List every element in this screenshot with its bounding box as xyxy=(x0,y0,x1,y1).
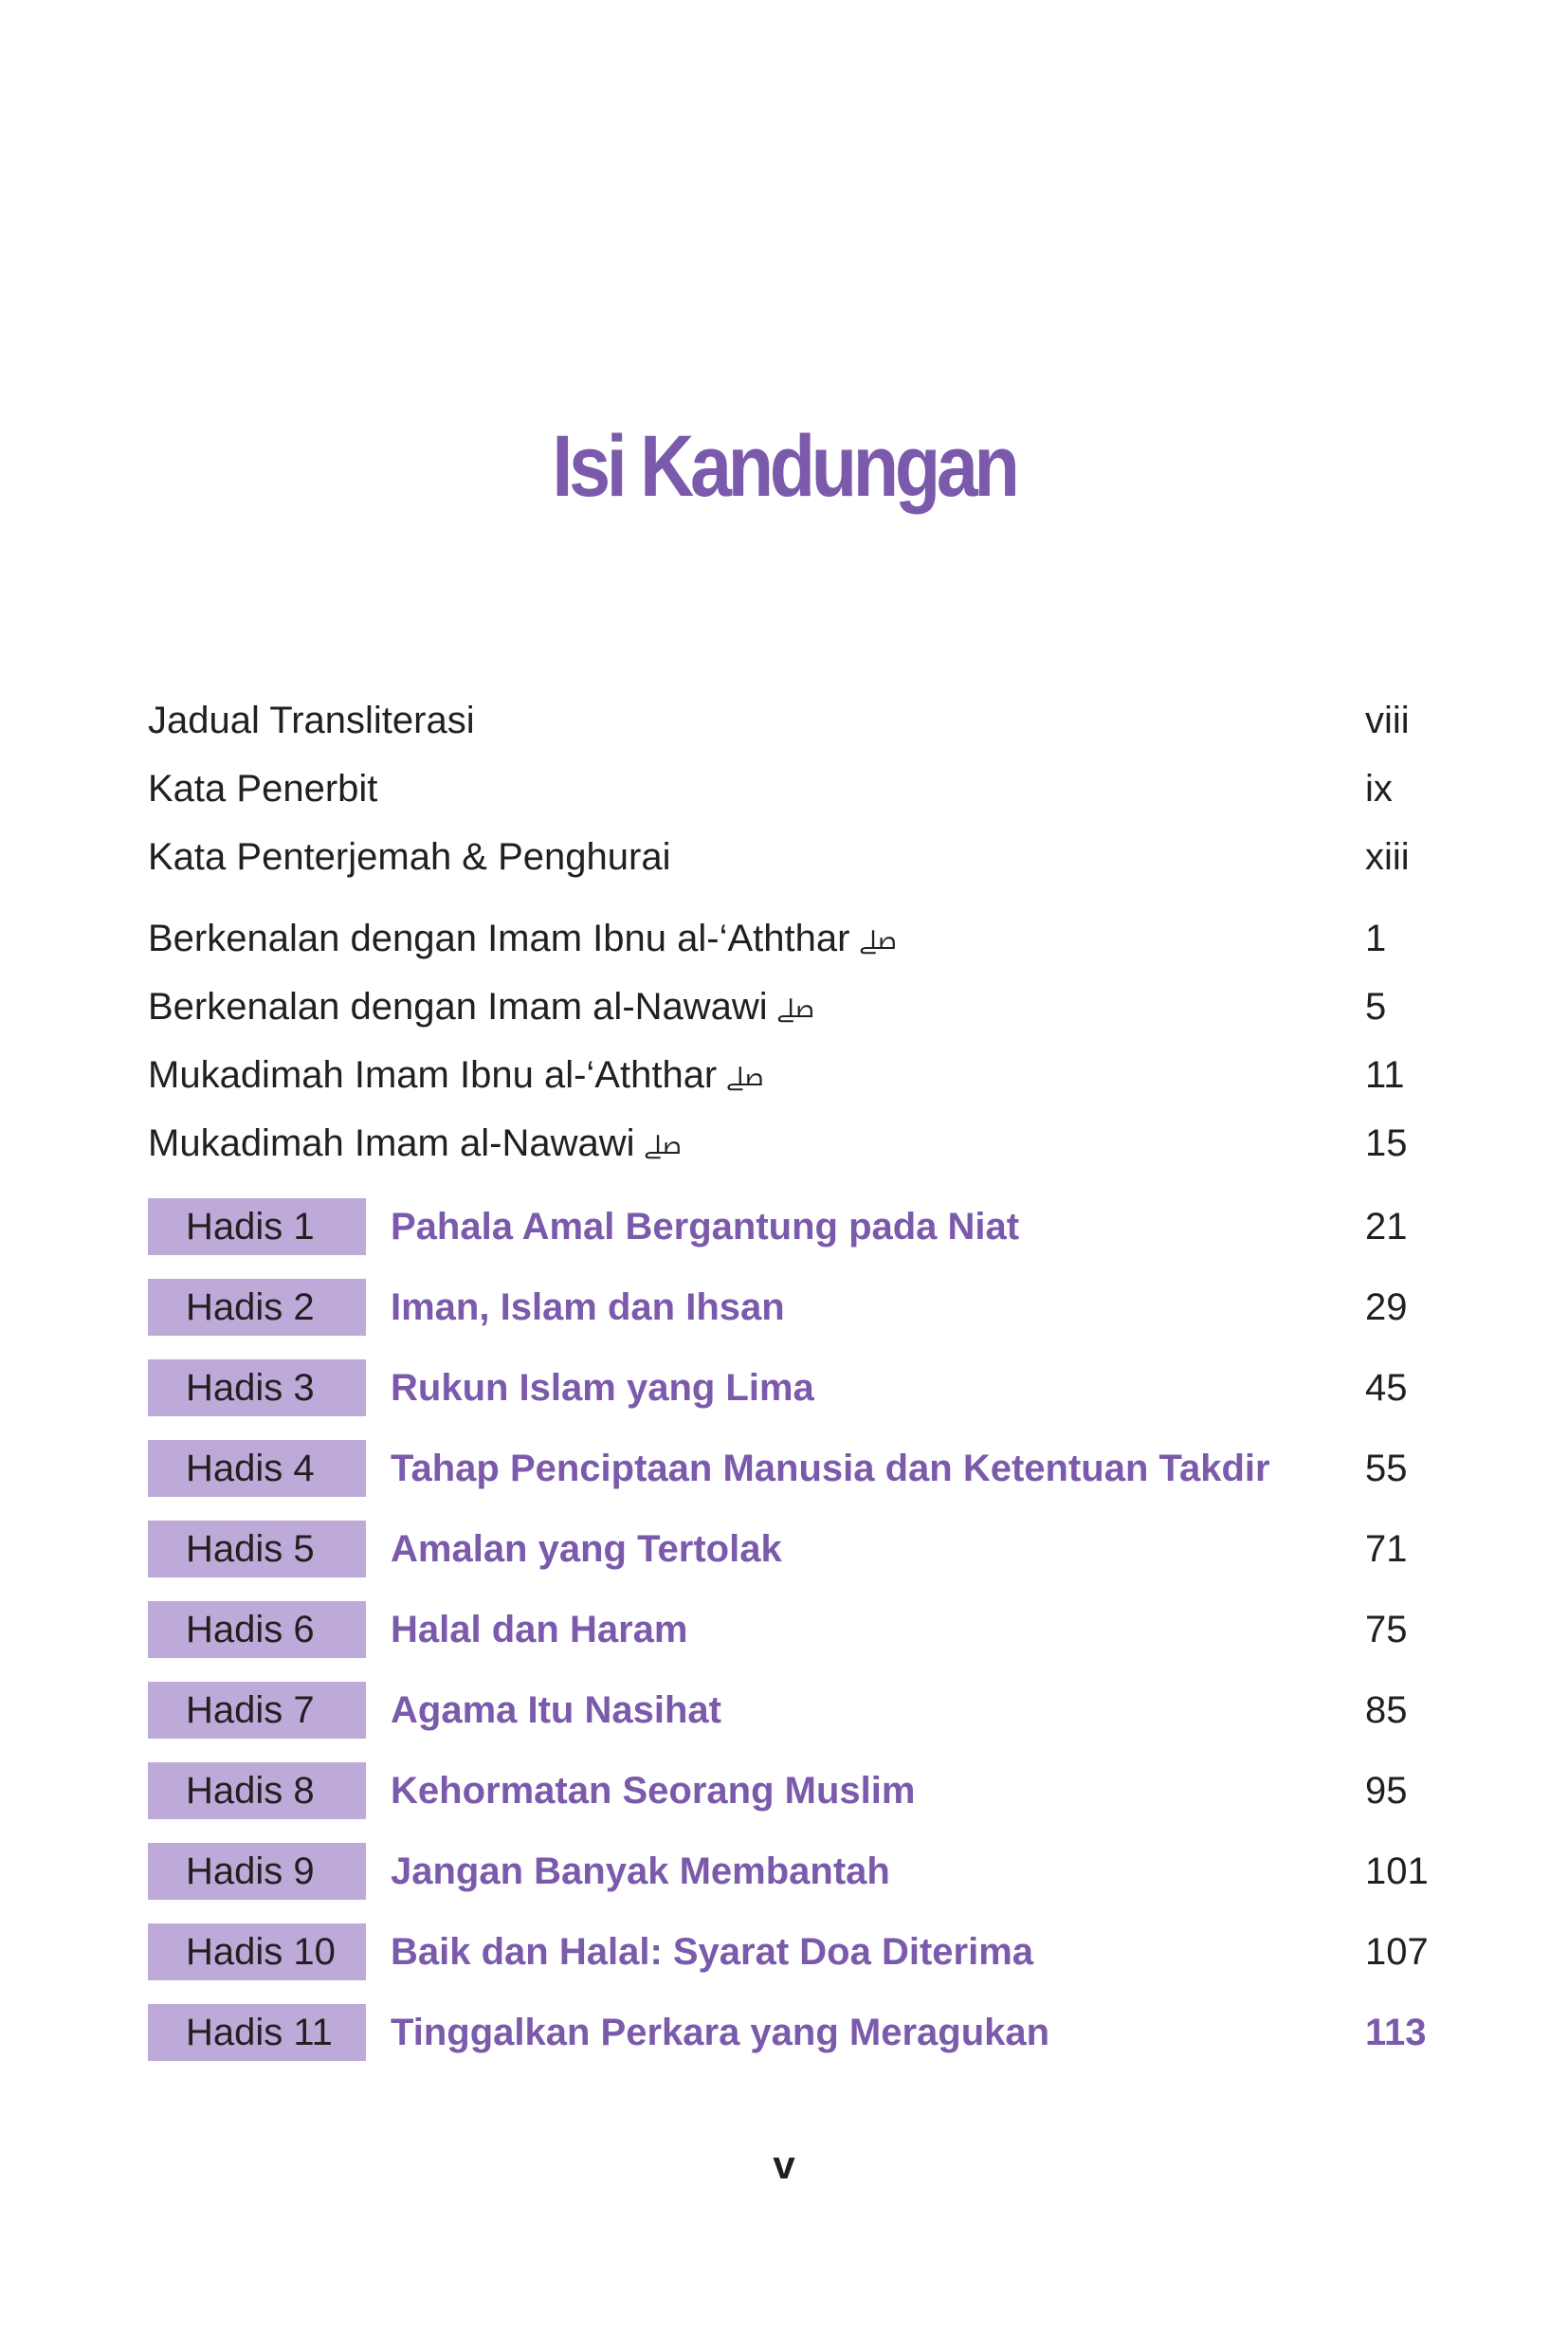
hadis-page: 113 xyxy=(1365,2012,1427,2053)
hadis-number-tag: Hadis 4 xyxy=(148,1440,366,1497)
hadis-page: 95 xyxy=(1365,1770,1408,1812)
toc-entry[interactable] xyxy=(148,910,1456,967)
toc-entry-page: 1 xyxy=(1365,918,1387,959)
hadis-title: Tahap Penciptaan Manusia dan Ketentuan Takdir xyxy=(391,1448,1270,1489)
hadis-number-tag: Hadis 10 xyxy=(148,1923,366,1980)
honorific-icon: ﷰ xyxy=(776,994,814,1024)
hadis-title: Halal dan Haram xyxy=(391,1609,688,1650)
hadis-number-tag: Hadis 9 xyxy=(148,1843,366,1900)
toc-entry[interactable] xyxy=(148,829,1456,885)
toc-entry-page: 5 xyxy=(1365,986,1387,1028)
toc-entry-page: ix xyxy=(1365,768,1393,810)
hadis-page: 71 xyxy=(1365,1528,1408,1570)
hadis-entry[interactable] xyxy=(148,1359,1456,1416)
hadis-title: Rukun Islam yang Lima xyxy=(391,1367,814,1409)
hadis-title: Iman, Islam dan Ihsan xyxy=(391,1286,785,1328)
hadis-number-tag: Hadis 7 xyxy=(148,1682,366,1739)
toc-entry-label: Kata Penterjemah & Penghurai xyxy=(148,836,671,878)
hadis-entry[interactable] xyxy=(148,2004,1456,2061)
honorific-icon: ﷰ xyxy=(859,926,897,956)
toc-entry-label xyxy=(148,978,814,1037)
hadis-number-tag: Hadis 2 xyxy=(148,1279,366,1336)
hadis-entry[interactable] xyxy=(148,1682,1456,1739)
toc-entry-text: Mukadimah Imam Ibnu al-‘Aththar xyxy=(148,1054,718,1096)
hadis-page: 21 xyxy=(1365,1206,1408,1248)
hadis-page: 29 xyxy=(1365,1286,1408,1328)
toc-entry-text: Berkenalan dengan Imam Ibnu al-‘Aththar xyxy=(148,918,850,959)
toc-entry-text: Mukadimah Imam al-Nawawi xyxy=(148,1122,635,1164)
hadis-entry[interactable] xyxy=(148,1440,1456,1497)
hadis-page: 85 xyxy=(1365,1689,1408,1731)
page-title: Isi Kandungan xyxy=(552,418,1016,515)
hadis-entry[interactable] xyxy=(148,1198,1456,1255)
toc-entry-text: Berkenalan dengan Imam al-Nawawi xyxy=(148,986,768,1028)
hadis-title: Agama Itu Nasihat xyxy=(391,1689,721,1731)
hadis-entry[interactable] xyxy=(148,1923,1456,1980)
honorific-icon: ﷰ xyxy=(726,1063,764,1092)
hadis-entry[interactable] xyxy=(148,1762,1456,1819)
hadis-entry[interactable] xyxy=(148,1601,1456,1658)
hadis-number-tag: Hadis 8 xyxy=(148,1762,366,1819)
toc-entry[interactable] xyxy=(148,1047,1456,1103)
hadis-number-tag: Hadis 3 xyxy=(148,1359,366,1416)
hadis-entry[interactable] xyxy=(148,1843,1456,1900)
toc-entry[interactable] xyxy=(148,692,1456,749)
hadis-title: Baik dan Halal: Syarat Doa Diterima xyxy=(391,1931,1034,1973)
hadis-number-tag: Hadis 6 xyxy=(148,1601,366,1658)
toc-entry-page: viii xyxy=(1365,700,1410,741)
hadis-number-tag: Hadis 1 xyxy=(148,1198,366,1255)
toc-entry-label xyxy=(148,910,897,969)
toc-entry-page: 11 xyxy=(1365,1054,1405,1096)
toc-entry-page: 15 xyxy=(1365,1122,1408,1164)
hadis-page: 107 xyxy=(1365,1931,1429,1973)
hadis-number-tag: Hadis 5 xyxy=(148,1521,366,1577)
hadis-page: 101 xyxy=(1365,1850,1429,1892)
hadis-title: Pahala Amal Bergantung pada Niat xyxy=(391,1206,1020,1248)
toc-entry-label: Jadual Transliterasi xyxy=(148,700,475,741)
hadis-entry[interactable] xyxy=(148,1279,1456,1336)
toc-entry-label xyxy=(148,1047,764,1105)
toc-entry[interactable] xyxy=(148,1115,1456,1172)
toc-entry-label xyxy=(148,1115,682,1174)
hadis-entry[interactable] xyxy=(148,1521,1456,1577)
hadis-title: Kehormatan Seorang Muslim xyxy=(391,1770,916,1812)
toc-entry[interactable] xyxy=(148,978,1456,1035)
hadis-title: Jangan Banyak Membantah xyxy=(391,1850,890,1892)
toc-entry[interactable] xyxy=(148,760,1456,817)
hadis-title: Tinggalkan Perkara yang Meragukan xyxy=(391,2012,1050,2053)
honorific-icon: ﷰ xyxy=(644,1131,682,1160)
hadis-page: 75 xyxy=(1365,1609,1408,1650)
hadis-page: 45 xyxy=(1365,1367,1408,1409)
hadis-number-tag: Hadis 11 xyxy=(148,2004,366,2061)
page-folio: v xyxy=(773,2142,795,2187)
toc-entry-page: xiii xyxy=(1365,836,1410,878)
hadis-title: Amalan yang Tertolak xyxy=(391,1528,782,1570)
toc-entry-label: Kata Penerbit xyxy=(148,768,378,810)
hadis-page: 55 xyxy=(1365,1448,1408,1489)
